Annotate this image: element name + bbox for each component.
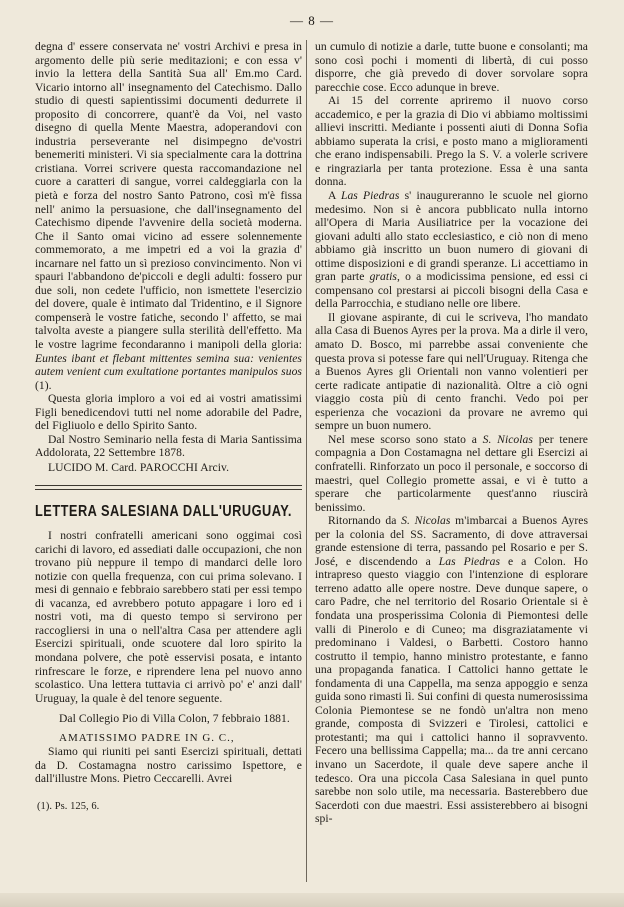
page-number: — 8 —	[290, 13, 334, 28]
paragraph: Ai 15 del corrente apriremo il nuovo corso accademico, e per la grazia di Dio vi abbiamo moltissimi allievi inscritti. Mediante i possenti aiuti di Donna Sofia abbiamo superata la crisi, e posto mano a miglioramenti che erano indispensabili. Prego la S. V. a volerle scrivere e ringraziarla per tanta protezione. Essa è una santa donna.	[315, 94, 588, 189]
paragraph	[315, 189, 588, 311]
column-divider	[306, 40, 307, 882]
paragraph	[35, 40, 302, 392]
left-column	[35, 40, 302, 813]
paragraph: I nostri confratelli americani sono oggimai così carichi di lavoro, ed assediati dalle occupazioni, che non trovano più neppure il tempo di mandarci delle loro notizie con quella frequenza, con cui prima solevano. I mesi di gennaio e febbraio sarebbero stati per essi tempo di vacanza, ed avrebbero potuto appagare i loro ed i nostri voti, ma di questo tempo si servirono per raccogliersi in una o nell'altra Casa per attendere agli Esercizi spirituali, onde scuotere dal loro spirito la mondana polvere, che potè esservisi posata, e intanto rinfrescare le forze, e riprendere lena pel nuovo anno scolastico. Una lettera tuttavia ci arrivò po' e' anzi dall' Uruguay, la quale è del tenore seguente.	[35, 529, 302, 705]
paragraph	[315, 433, 588, 514]
right-column	[315, 40, 588, 826]
page-bottom-edge	[0, 893, 624, 907]
place-name: S. Nicolas	[482, 432, 533, 446]
paragraph-text: , o a modicissima pensione, ed essi ci compensano col prestarsi ai piccoli bisogni della Casa e della Parrocchia, e studiano nelle ore libere.	[315, 270, 588, 311]
signature: LUCIDO M. Card. PAROCCHI Arciv.	[48, 460, 230, 474]
section-divider	[35, 485, 302, 486]
paragraph: Il giovane aspirante, di cui le scriveva, l'ho mandato alla Casa di Buenos Ayres per la prova. Ma a dirle il vero, amato D. Bosco, mi parrebbe assai conveniente che questa prova si potesse fare qui nell'Uruguay. Ritenga che a Buenos Ayres gli Orientali non vanno volentieri per certe radicate antipatie di nazionalità. Oltre a ciò ogni viaggio costa più di cento franchi. Vedo poi per esperienza che vocazioni da provare ne avremo qui sempre un buon numero.	[315, 310, 588, 433]
emphasis: gratis	[369, 270, 397, 284]
footnote-marker: (1).	[35, 378, 52, 392]
paragraph: Questa gloria imploro a voi ed ai vostri amatissimi Figli benedicendovi tutti nel nome adorabile del Padre, del Figliuolo e dello Spirito Santo.	[35, 392, 302, 433]
paragraph-text: m'imbarcai a Buenos Ayres per la colonia del SS. Sacramento, di dove attraversai grande estensione di terra, passando pel Rosario e per S. José, e discendendo a	[315, 514, 588, 568]
paragraph: Siamo qui riuniti pei santi Esercizi spirituali, dettati da D. Costamagna nostro carissimo Ispettore, e dall'illustre Mons. Pietro Ceccarelli. Avrei	[35, 745, 302, 786]
paragraph: Dal Nostro Seminario nella festa di Maria Santissima Addolorata, 22 Settembre 1878.	[35, 432, 302, 460]
paragraph-text: A	[328, 189, 341, 203]
paragraph-text: per tenere compagnia a Don Costamagna nel dettare gli Esercizi ai confratelli. Rinforzato un poco il personale, e soccorso di maestri, quel Collegio promette assai, e vi è tutto a sperare che particolarmente quest'anno riuscirà benissimo.	[315, 432, 588, 514]
paragraph-text: s' inaugureranno le scuole nel giorno medesimo. Non si è ancora pubblicato nulla intorno all'Opera di Maria Ausiliatrice per la vocazione dei giovani adulti allo stato ecclesiastico, e ciò non di meno abbiamo già inscritto un buon numero di giovani di ottime disposizioni e di grandi speranze. Li accettiamo in gran parte	[315, 189, 588, 284]
footnote: (1). Ps. 125, 6.	[37, 800, 100, 812]
place-name: S. Nicolas	[401, 514, 451, 528]
paragraph-text: Nel mese scorso sono stato a	[328, 432, 483, 446]
latin-quotation: Euntes ibant et flebant mittentes semina sua: venientes autem venient cum exultatione portantes manipulos suos	[35, 351, 302, 379]
letter-dateline: Dal Collegio Pio di Villa Colon, 7 febbraio 1881.	[59, 712, 290, 726]
paragraph-text: degna d' essere conservata ne' vostri Archivi e presa in argomento delle più serie meditazioni; e con essa v' invio la lettera della Santità Sua all' Em.mo Card. Vicario intorno all' insegnamento del Catechismo. Dallo studio di questi sapientissimi documenti dedurrete il proposito di concorrere, quant'è da Voi, nel vasto disegno di quella Mente Maestra, adoperandovi con industria perseverante nel disimpegno de'vostri benemeriti ministeri. Vi sia specialmente cara la dottrina cristiana. Vorrei scrivere questa raccomandazione nel cuore a caratteri di sangue, vorrei caldeggiarla con la pietà e forza del nostro Santo Patrono, così m'è fissa nell' animo la persuasione, che dall'insegnamento del Catechismo dipende l'avvenire della società moderna. Che il Santo omai vicino ad essere solennemente commemorato, a me impetri ed a voi la grazia d' incarnare nel fatto un sì prezioso convincimento. Non vi spauri l'abbandono de'piccoli e degli adulti: fossero pur due soli, non cedete l'ufficio, non ismettete l'esercizio del dovere, quale è intimato dal Tridentino, e il Signore compenserà le vostre fatiche, secondo l' affetto, se mai talvolta aveste a piangere sulla sterilità dell'effetto. Ma le vostre lagrime fecondaranno i manipoli della gloria:	[35, 40, 302, 352]
paragraph-text: Ritornando da	[328, 514, 402, 528]
section-divider	[35, 489, 302, 490]
place-name: Las Piedras	[340, 189, 400, 203]
paragraph: un cumulo di notizie a darle, tutte buone e consolanti; ma sono così pochi i momenti di libertà, di cui posso disporre, che già prevedo di dover sorvolare sopra parecchie cose. Ecco adunque in breve.	[315, 40, 588, 94]
place-name: Las Piedras	[438, 554, 501, 568]
paragraph-text: e a Colon. Ho intrapreso questo viaggio con l'intenzione di esplorare terreno adatto alle opere nostre. Deve dunque sapere, o caro Padre, che nel territorio del Rosario Orientale si è fondata una prosperissima Colonia di Piemontesi delle valli di Pinerolo e di Cuneo; ma disgraziatamente vi predominano i Valdesi, o Barbetti. Costoro hanno costrutto il tempio, hanno ministro protestante, e fanno una propaganda fanatica. I Cattolici hanno gettate le fondamenta di una Cappella, ma senza appoggio e senza guida sono rimasti lì. Sui confini di questa numerosissima Colonia Piemontese se ne fondò un'altra non meno grande, composta di Svizzeri e Tirolesi, cattolici e protestanti; ma qui i cattolici hanno il sopravvento. Fecero una bellissima Cappella; ma... da tre anni cercano invano un Sacerdote, il quale deve sapere anche il tedesco. Ora una piccola Casa Salesiana in quel punto sarebbe non solo utile, ma necessaria. Basterebbero due Sacerdoti con due maestri. Essi assisterebbero ai bisogni spi-	[315, 554, 588, 826]
section-title: LETTERA SALESIANA DALL'URUGUAY.	[35, 502, 292, 520]
paragraph	[315, 514, 588, 826]
letter-salutation: AMATISSIMO PADRE IN G. C.,	[59, 731, 235, 744]
